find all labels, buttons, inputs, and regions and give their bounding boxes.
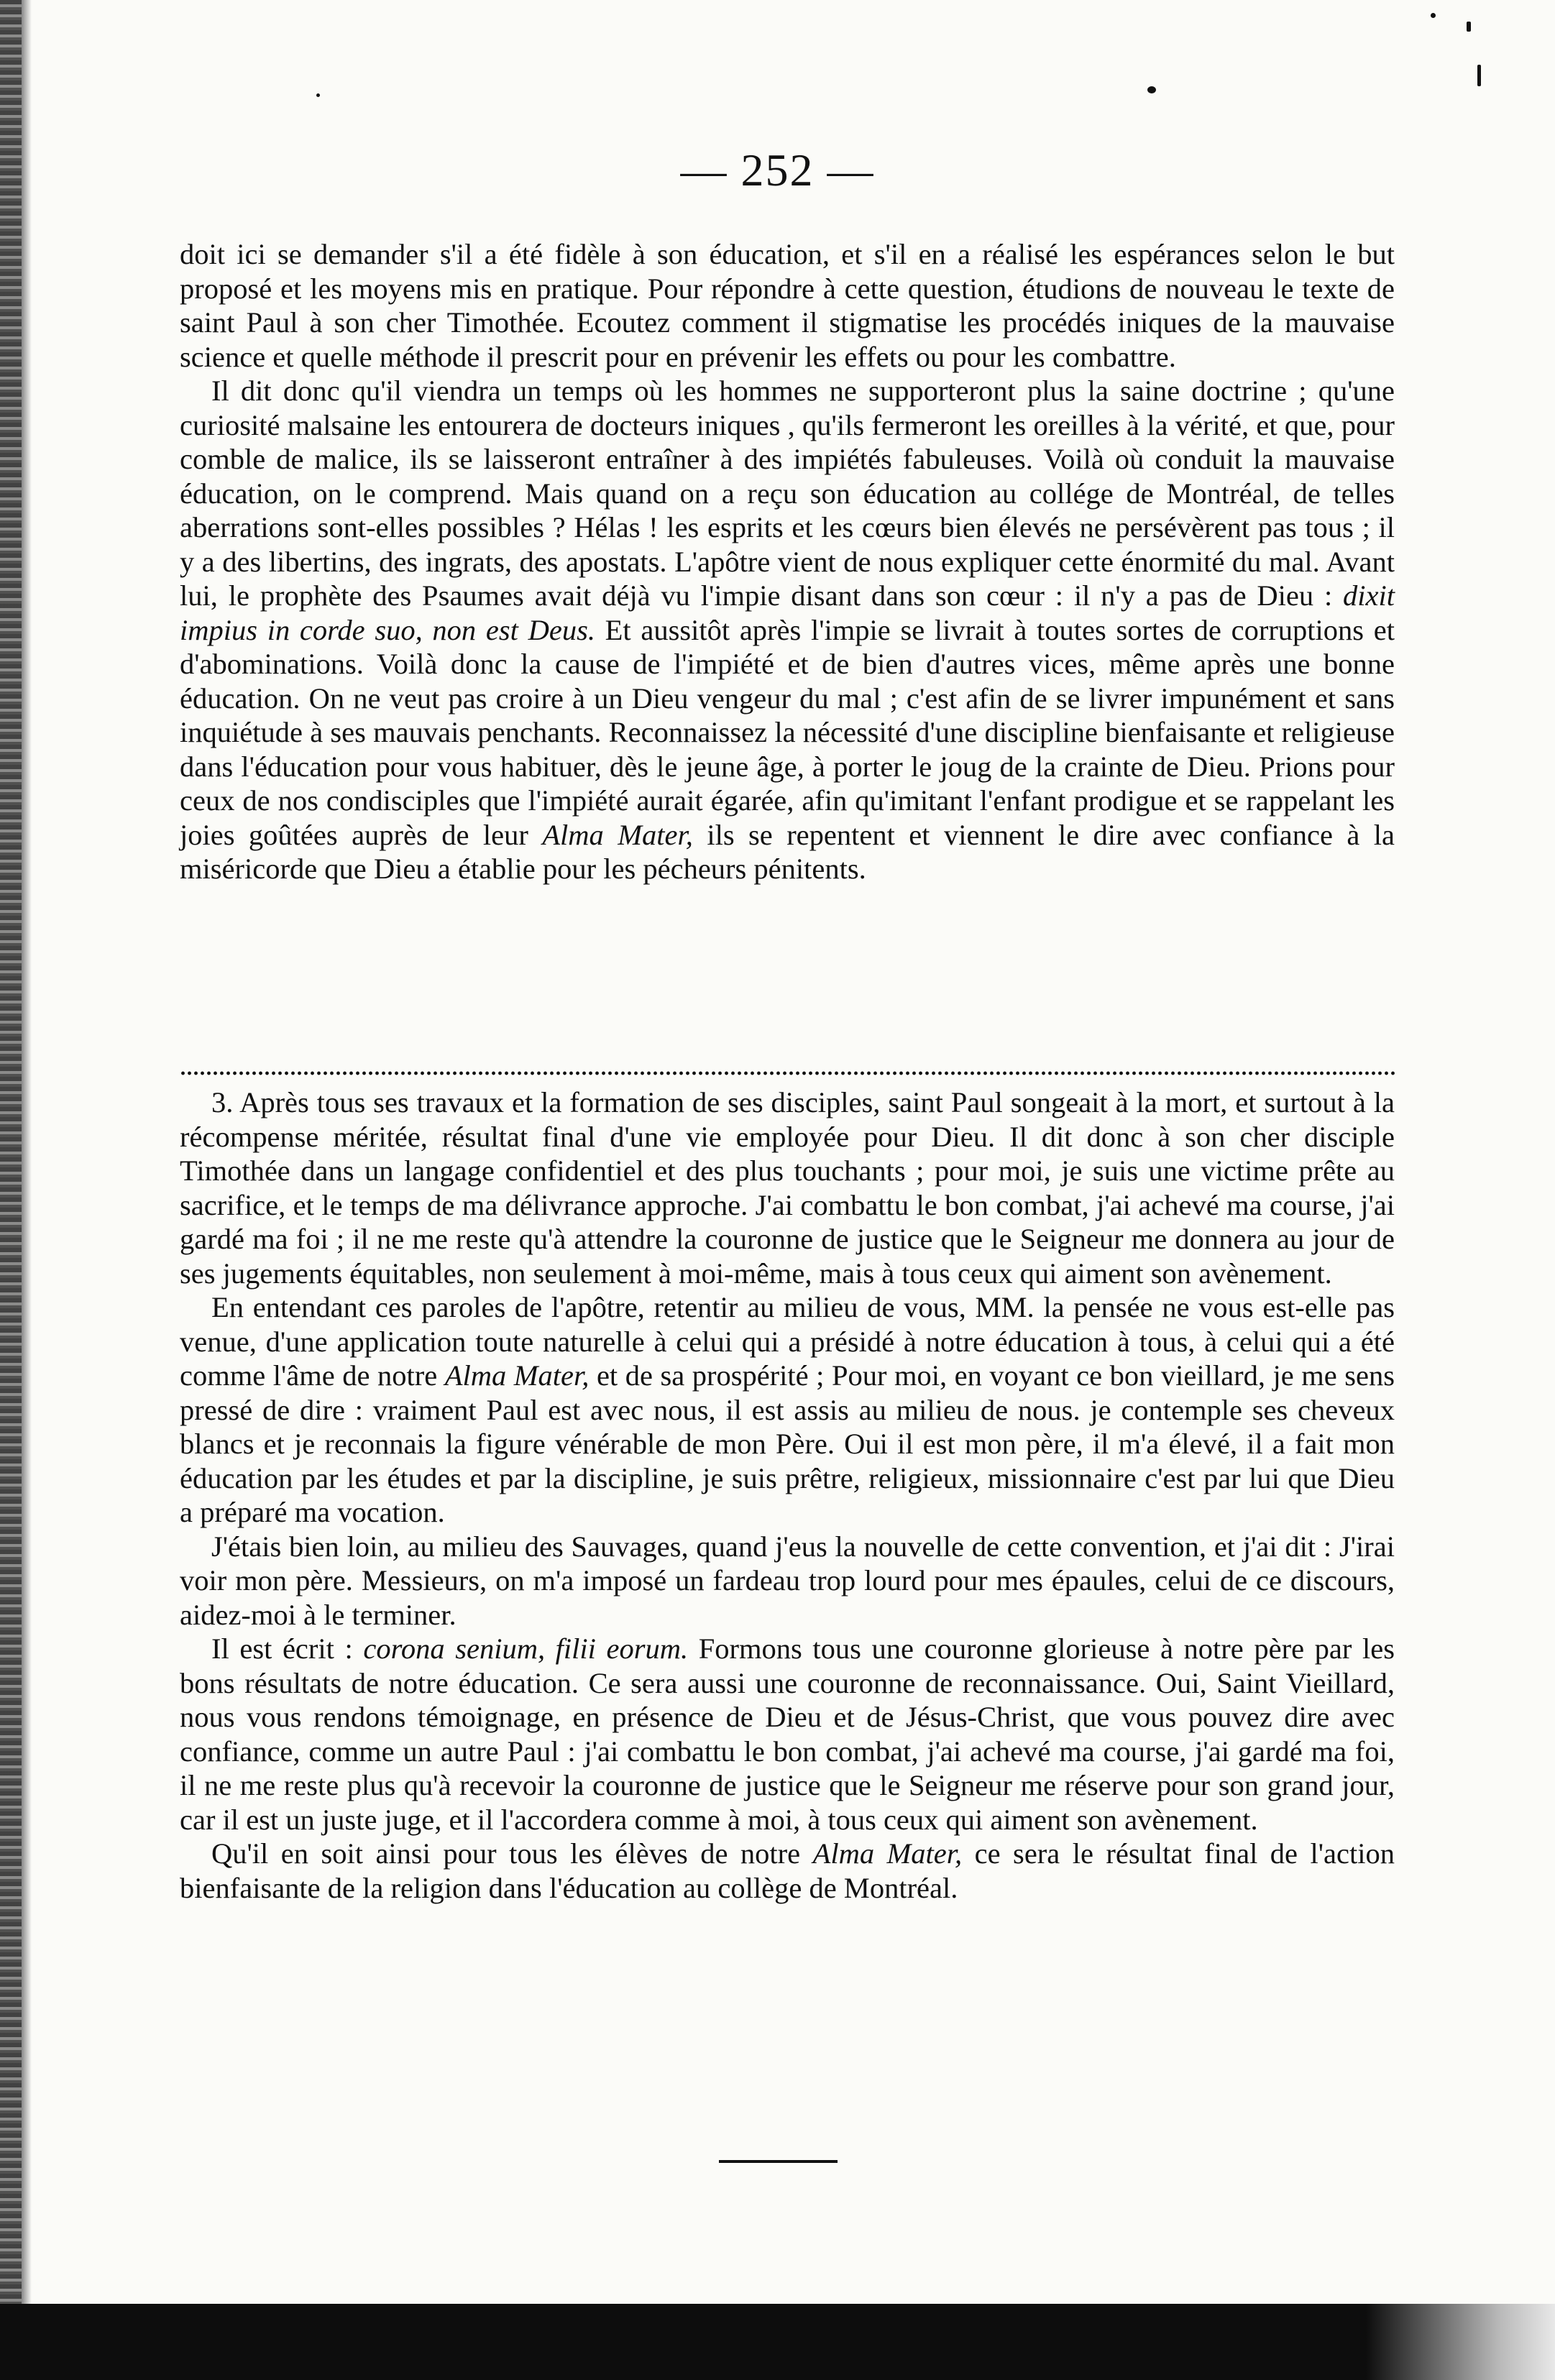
dotted-separator <box>180 1071 1395 1075</box>
paragraph: doit ici se demander s'il a été fidèle à son éducation, et s'il en a réalisé les espérances selon le but proposé et les moyens mis en pratique. Pour répondre à cette question, étudions de nouveau le texte de saint Paul à son cher Timothée. Ecoutez comment il stigmatise les procédés iniques de la mauvaise science et quelle méthode il prescrit pour en prévenir les effets ou pour les combattre. <box>180 238 1395 373</box>
scan-speck <box>1467 22 1471 32</box>
paragraph: En entendant ces paroles de l'apôtre, retentir au milieu de vous, MM. la pensée ne vous est-elle pas venue, d'une application toute naturelle à celui qui a présidé à notre éducation à tous, à celui qui a été comme l'âme de notre Alma Mater, et de sa prospérité ; Pour moi, en voyant ce bon vieillard, je me sens pressé de dire : vraiment Paul est avec nous, il est assis au milieu de nous. je contemple ses cheveux blancs et je reconnais la figure vénérable de mon Père. Oui il est mon père, il m'a élevé, il a fait mon éducation par les études et par la discipline, je suis prêtre, religieux, missionnaire c'est par lui que Dieu a préparé ma vocation. <box>180 1291 1395 1528</box>
paragraph: 3. Après tous ses travaux et la formation de ses disciples, saint Paul songeait à la mort, et surtout à la récompense méritée, résultat final d'une vie employée pour Dieu. Il dit donc à son cher disciple Timothée dans un langage confidentiel et des plus touchants ; pour moi, je suis une victime prête au sacrifice, et le temps de ma délivrance approche. J'ai combattu le bon combat, j'ai achevé ma course, j'ai gardé ma foi ; il ne me reste qu'à attendre la couronne de justice que le Seigneur me donnera au jour de ses jugements équitables, non seulement à moi-même, mais à tous ceux qui aiment son avènement. <box>180 1086 1395 1290</box>
paragraph: J'étais bien loin, au milieu des Sauvages, quand j'eus la nouvelle de cette convention, et j'ai dit : J'irai voir mon père. Messieurs, on m'a imposé un fardeau trop lourd pour mes épaules, celui de ce discours, aidez-moi à le terminer. <box>180 1530 1395 1631</box>
scan-bottom-edge <box>0 2304 1555 2380</box>
latin-quote: corona senium, filii eorum. <box>363 1632 689 1665</box>
scan-binding-edge <box>0 0 22 2380</box>
paragraph: Il dit donc qu'il viendra un temps où les hommes ne supporteront plus la saine doctrine ; qu'une curiosité malsaine les entourera de docteurs iniques , qu'ils fermeront les oreilles à la vérité, et que, pour comble de malice, ils se laisseront entraîner à des impiétés fabuleuses. Voilà où conduit la mauvaise éducation, on le comprend. Mais quand on a reçu son éducation au collége de Montréal, de telles aberrations sont-elles possibles ? Hélas ! les esprits et les cœurs bien élevés ne persévèrent pas tous ; il y a des libertins, des ingrats, des apostats. L'apôtre vient de nous expliquer cette énormité du mal. Avant lui, le prophète des Psaumes avait déjà vu l'impie disant dans son cœur : il n'y a pas de Dieu : dixit impius in corde suo, non est Deus. Et aussitôt après l'impie se livrait à toutes sortes de corruptions et d'abominations. Voilà donc la cause de l'impiété et de bien d'autres vices, même après une bonne éducation. On ne veut pas croire à un Dieu vengeur du mal ; c'est afin de se livrer impunément et sans inquiétude à ses mauvais penchants. Reconnaissez la nécessité d'une discipline bienfaisante et religieuse dans l'éducation pour vous habituer, dès le jeune âge, à porter le joug de la crainte de Dieu. Prions pour ceux de nos condisciples que l'impiété aurait égarée, afin qu'imitant l'enfant prodigue et se rappelant les joies goûtées auprès de leur Alma Mater, ils se repentent et viennent le dire avec confiance à la miséricorde que Dieu a établie pour les pécheurs pénitents. <box>180 375 1395 885</box>
scan-bottom-edge-fade <box>1366 2304 1555 2380</box>
paragraph: Il est écrit : corona senium, filii eorum. Formons tous une couronne glorieuse à notre père par les bons résultats de notre éducation. Ce sera aussi une couronne de reconnaissance. Oui, Saint Vieillard, nous vous rendons témoignage, en présence de Dieu et de Jésus-Christ, que vous pouvez dire avec confiance, comme un autre Paul : j'ai combattu le bon combat, j'ai achevé ma course, j'ai gardé ma foi, il ne me reste plus qu'à recevoir la couronne de justice que le Seigneur me réserve pour son grand jour, car il est un juste juge, et il l'accordera comme à moi, à tous ceux qui aiment son avènement. <box>180 1632 1395 1836</box>
section-1-text <box>180 237 1395 886</box>
scan-speck <box>316 93 320 97</box>
alma-mater-italic: Alma Mater, <box>542 818 693 851</box>
scan-binding-shadow <box>22 0 32 2380</box>
paragraph: Qu'il en soit ainsi pour tous les élèves de notre Alma Mater, ce sera le résultat final de l'action bienfaisante de la religion dans l'éducation au collège de Montréal. <box>180 1837 1395 1904</box>
page-number: — 252 — <box>680 144 875 196</box>
scan-speck <box>1477 65 1481 86</box>
alma-mater-italic: Alma Mater, <box>444 1359 590 1392</box>
section-2-text <box>180 1085 1395 1905</box>
end-rule <box>719 2160 838 2163</box>
alma-mater-italic: Alma Mater, <box>812 1837 963 1870</box>
latin-quote: dixit impius in corde suo, non est Deus. <box>180 579 1395 646</box>
scan-speck <box>1431 13 1436 18</box>
scan-speck <box>1147 86 1156 93</box>
